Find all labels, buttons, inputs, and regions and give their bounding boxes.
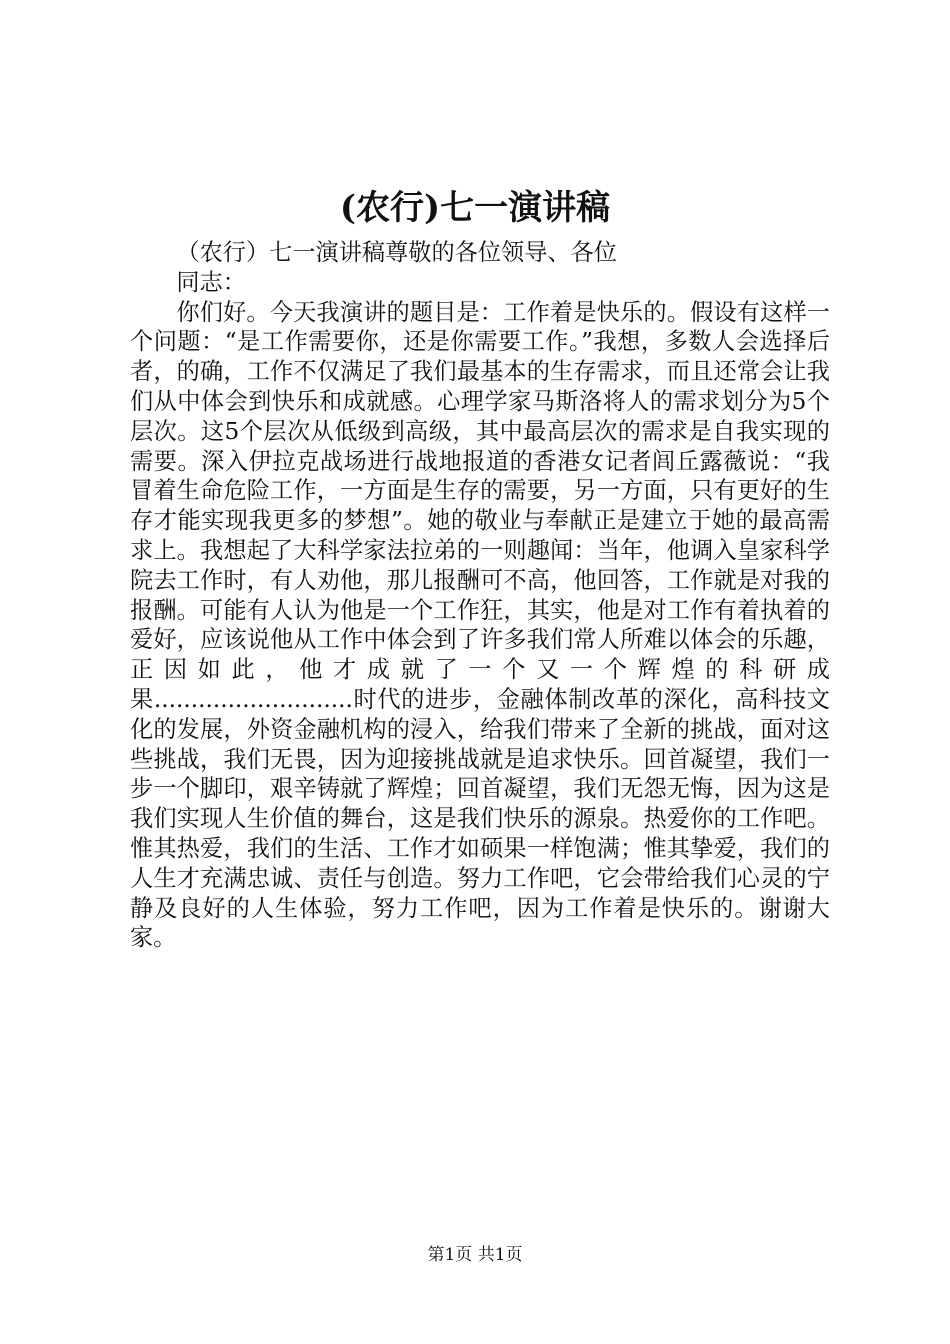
document-body: [130, 238, 830, 953]
paragraph-main: 你们好。今天我演讲的题目是：工作着是快乐的。假设有这样一个问题：“是工作需要你，还是你需要工作。”我想，多数人会选择后者，的确，工作不仅满足了我们最基本的生存需求，而且还常会让我们从中体会到快乐和成就感。心理学家马斯洛将人的需求划分为5个层次。这5个层次从低级到高级，其中最高层次的需求是自我实现的需要。深入伊拉克战场进行战地报道的香港女记者闾丘露薇说：“我冒着生命危险工作，一方面是生存的需要，另一方面，只有更好的生存才能实现我更多的梦想”。她的敬业与奉献正是建立于她的最高需求上。我想起了大科学家法拉弟的一则趣闻：当年，他调入皇家科学院去工作时，有人劝他，那儿报酬可不高，他回答，工作就是对我的报酬。可能有人认为他是一个工作狂，其实，他是对工作有着执着的爱好，应该说他从工作中体会到了许多我们常人所难以体会的乐趣，正因如此，他才成就了一个又一个辉煌的科研成果...........................时代的进步，金融体制改革的深化，高科技文化的发展，外资金融机构的浸入，给我们带来了全新的挑战，面对这些挑战，我们无畏，因为迎接挑战就是追求快乐。回首凝望，我们一步一个脚印，艰辛铸就了辉煌；回首凝望，我们无怨无悔，因为这是我们实现人生价值的舞台，这是我们快乐的源泉。热爱你的工作吧。惟其热爱，我们的生活、工作才如硕果一样饱满；惟其挚爱，我们的人生才充满忠诚、责任与创造。努力工作吧，它会带给我们心灵的宁静及良好的人生体验，努力工作吧，因为工作着是快乐的。谢谢大家。: [130, 298, 830, 952]
paragraph-opening: （农行）七一演讲稿尊敬的各位领导、各位: [176, 239, 617, 266]
document-title: (农行)七一演讲稿: [339, 188, 611, 228]
paragraph-salutation: 同志：: [176, 268, 246, 296]
page-footer: 第1页 共1页: [427, 1245, 523, 1265]
